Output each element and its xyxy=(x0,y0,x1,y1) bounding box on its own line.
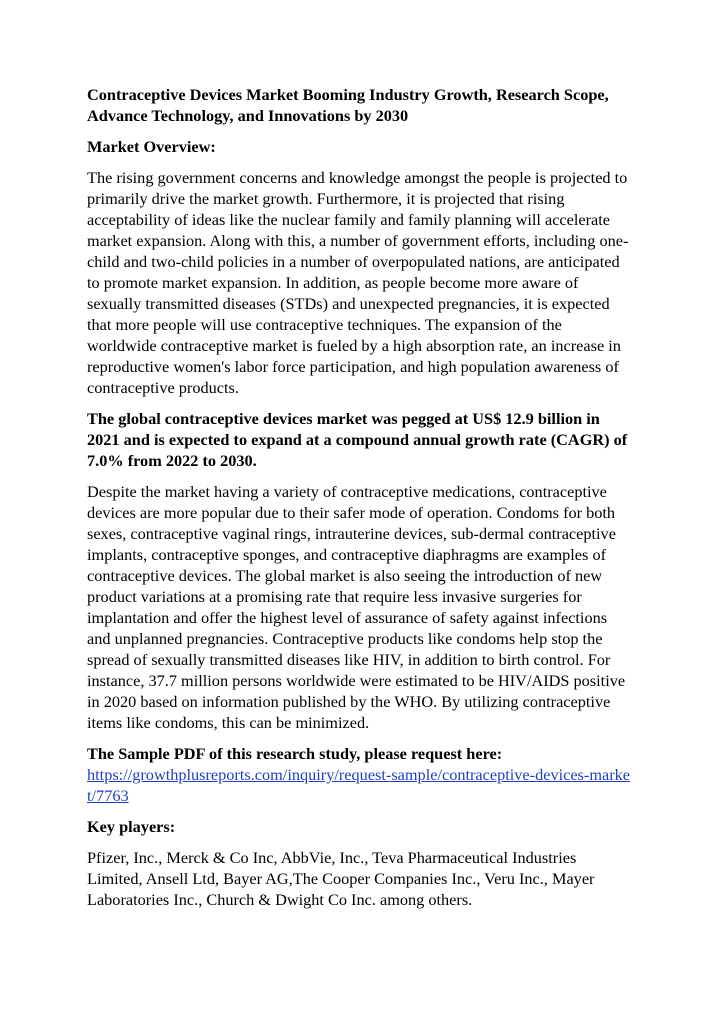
sample-request-link[interactable]: https://growthplusreports.com/inquiry/request-sample/contraceptive-devices-market/7763 xyxy=(87,765,630,805)
sample-request-block xyxy=(87,743,632,806)
market-value-paragraph: The global contraceptive devices market was pegged at US$ 12.9 billion in 2021 and is expected to expand at a compound annual growth rate (CAGR) of 7.0% from 2022 to 2030. xyxy=(87,409,628,470)
document-title: Contraceptive Devices Market Booming Industry Growth, Research Scope, Advance Technology, and Innovations by 2030 xyxy=(87,85,609,125)
market-details-paragraph: Despite the market having a variety of contraceptive medications, contraceptive devices are more popular due to their safer mode of operation. Condoms for both sexes, contraceptive vaginal rings, intrauterine devices, sub-dermal contraceptive implants, contraceptive sponges, and contraceptive diaphragms are examples of contraceptive devices. The global market is also seeing the introduction of new product variations at a promising rate that require less invasive surgeries for implantation and offer the highest level of assurance of safety against infections and unplanned pregnancies. Contraceptive products like condoms help stop the spread of sexually transmitted diseases like HIV, in addition to birth control. For instance, 37.7 million persons worldwide were estimated to be HIV/AIDS positive in 2020 based on information published by the WHO. By utilizing contraceptive items like condoms, this can be minimized. xyxy=(87,482,626,732)
sample-request-label: The Sample PDF of this research study, please request here: xyxy=(87,744,503,763)
market-overview-paragraph: The rising government concerns and knowledge amongst the people is projected to primarily drive the market growth. Furthermore, it is projected that rising acceptability of ideas like the nuclear family and family planning will accelerate market expansion. Along with this, a number of government efforts, including one-child and two-child policies in a number of overpopulated nations, are anticipated to promote market expansion. In addition, as people become more aware of sexually transmitted diseases (STDs) and unexpected pregnancies, it is expected that more people will use contraceptive techniques. The expansion of the worldwide contraceptive market is fueled by a high absorption rate, an increase in reproductive women's labor force participation, and high population awareness of contraceptive products. xyxy=(87,168,629,397)
key-players-paragraph: Pfizer, Inc., Merck & Co Inc, AbbVie, Inc., Teva Pharmaceutical Industries Limited, Ansell Ltd, Bayer AG,The Cooper Companies Inc., Veru Inc., Mayer Laboratories Inc., Church & Dwight Co Inc. among others. xyxy=(87,848,595,909)
market-overview-heading: Market Overview: xyxy=(87,137,216,156)
key-players-heading: Key players: xyxy=(87,817,176,836)
document-page xyxy=(87,84,632,920)
